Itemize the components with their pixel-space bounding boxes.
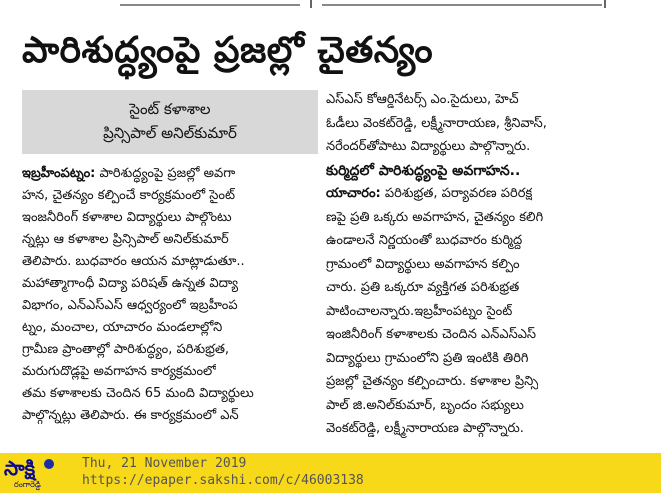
article-line bbox=[326, 323, 536, 347]
article-line bbox=[326, 417, 524, 441]
line-text: ఓడీలు వెంకట్‌రెడ్డి, లక్ష్మీనారాయణ, శ్రీనివాస్, bbox=[326, 115, 547, 131]
article-line bbox=[326, 347, 529, 371]
dateline: ఇబ్రహీంపట్నం: bbox=[22, 166, 96, 181]
line-text: హన, చైతన్యం కల్పించే కార్యక్రమంలో సైంట్ bbox=[22, 188, 235, 203]
line-text: గ్రామీణ ప్రాంతాల్లో పారిశుద్ధ్యం, పరిశుభ్రత, bbox=[22, 342, 230, 357]
article-line bbox=[326, 206, 543, 230]
rule-segment bbox=[322, 4, 602, 6]
line-text: ప్రజల్లో చైతన్యం కల్పించారు. కళాశాల ప్రిన్సి bbox=[326, 374, 539, 389]
line-text: ఇంజనీరింగ్ కళాశాల విద్యార్థులు పాల్గొంటు bbox=[22, 210, 232, 225]
line-text: తమ కళాశాలకు చెందిన 65 మంది విద్యార్థులు bbox=[22, 386, 254, 401]
line-text: న్నట్లు ఆ కళాశాల ప్రిన్సిపాల్ అనిల్‌కుమార్ bbox=[22, 232, 229, 247]
dateline: యాచారం: bbox=[326, 186, 381, 201]
logo-subtext: రంగారెడ్డి bbox=[14, 480, 41, 489]
article-line bbox=[326, 370, 538, 394]
line-text: ఎస్‌ఎస్ కోఆర్డినేటర్స్ ఎం.సైదులు, హెచ్ bbox=[326, 92, 519, 107]
article-line bbox=[326, 182, 532, 206]
article-line bbox=[22, 404, 239, 428]
article-line bbox=[326, 112, 547, 136]
line-text: విభాగం, ఎన్‌ఎస్‌ఎస్ ఆధ్వర్యంలో ఇబ్రహీంప bbox=[22, 298, 238, 313]
line-text: నరేందర్‌తోపాటు విద్యార్థులు పాల్గొన్నారు. bbox=[326, 139, 531, 154]
article-line bbox=[22, 316, 222, 340]
article-line bbox=[326, 253, 520, 277]
article-line bbox=[22, 272, 238, 296]
article-line bbox=[22, 360, 216, 384]
line-text: ణపై ప్రతి ఒక్కరు అవగాహన, చైతన్యం కలిగి bbox=[326, 209, 544, 225]
line-text: ఉండాలనే నిర్ణయంతో బుధవారం కుర్మిద్ద bbox=[326, 233, 523, 248]
article-column-right bbox=[326, 88, 648, 448]
line-text: ఇంజినీరింగ్ కళాశాలకు చెందిన ఎన్‌ఎస్‌ఎస్ bbox=[326, 327, 537, 342]
article-headline: పారిశుద్ధ్యంపై ప్రజల్లో చైతన్యం bbox=[22, 30, 434, 71]
article-line bbox=[22, 338, 229, 362]
top-rule bbox=[0, 0, 661, 10]
article-line bbox=[22, 162, 235, 186]
line-text: చారు. ప్రతి ఒక్కరూ వ్యక్తిగత పరిశుభ్రత bbox=[326, 280, 520, 295]
caption-line: ప్రిన్సిపాల్ అనిల్‌కుమార్ bbox=[103, 124, 237, 142]
article-line bbox=[326, 229, 522, 253]
article-column-left bbox=[22, 160, 322, 430]
article-line bbox=[22, 206, 232, 230]
caption-line: సైంట్ కళాశాల bbox=[129, 100, 211, 118]
article-line bbox=[326, 300, 512, 324]
photo-caption bbox=[22, 90, 318, 154]
line-text: తెలిపారు. బుధవారం ఆయన మాట్లాడుతూ.. bbox=[22, 254, 245, 269]
article-line bbox=[326, 135, 530, 159]
article-line bbox=[326, 276, 519, 300]
publish-date: Thu, 21 November 2019 bbox=[82, 456, 247, 471]
section-subheading: కుర్మిద్దలో పారిశుద్ధ్యంపై అవగాహన.. bbox=[326, 162, 521, 179]
article-line bbox=[22, 294, 238, 318]
article-line bbox=[22, 184, 235, 208]
rule-tick bbox=[604, 0, 606, 8]
epaper-link[interactable]: https://epaper.sakshi.com/c/46003138 bbox=[82, 473, 364, 488]
line-text: మహాత్మాగాంధీ విద్యా పరిషత్ ఉన్నత విద్యా bbox=[22, 276, 239, 291]
line-text: మరుగుదొడ్లపై అవగాహన కార్యక్రమంలో bbox=[22, 364, 217, 379]
line-text: పాల్గొన్నట్లు తెలిపారు. ఈ కార్యక్రమంలో ఎన్ bbox=[22, 408, 239, 423]
article-line bbox=[326, 394, 524, 418]
sakshi-logo bbox=[4, 455, 62, 491]
article-line bbox=[22, 228, 229, 252]
article-line bbox=[22, 382, 254, 406]
line-text: గ్రామంలో విద్యార్థులు అవగాహన కల్పిం bbox=[326, 256, 520, 272]
logo-text: సాక్షి bbox=[4, 456, 36, 480]
article-line bbox=[22, 250, 245, 274]
line-text: పాటించాలన్నారు.ఇబ్రహీంపట్నం సైంట్ bbox=[326, 303, 513, 319]
line-text: విద్యార్థులు గ్రామంలోని ప్రతి ఇంటికి తిరిగి bbox=[326, 350, 529, 366]
rule-segment bbox=[120, 4, 300, 6]
logo-dot-icon bbox=[44, 459, 54, 469]
article-line bbox=[326, 88, 519, 112]
line-text: పారిశుద్ధ్యంపై ప్రజల్లో అవగా bbox=[95, 166, 236, 181]
rule-tick bbox=[310, 0, 312, 8]
line-text: ట్నం, మంచాల, యాచారం మండలాల్లోని bbox=[22, 320, 223, 335]
epaper-footer bbox=[0, 453, 661, 493]
line-text: పాల్ జి.అనిల్‌కుమార్, బృందం సభ్యులు bbox=[326, 397, 524, 413]
line-text: పరిశుభ్రత, పర్యావరణ పరిరక్ష bbox=[380, 186, 533, 201]
line-text: వెంకట్‌రెడ్డి, లక్ష్మీనారాయణ పాల్గొన్నారు. bbox=[326, 421, 524, 436]
